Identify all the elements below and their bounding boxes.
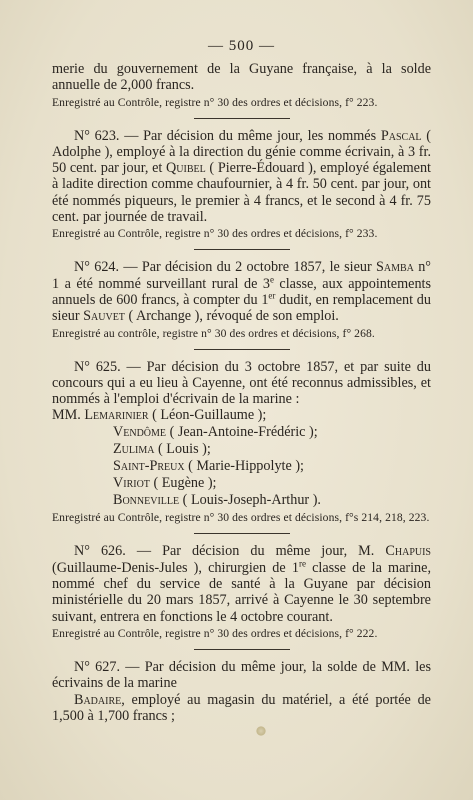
decision-626-registration: Enregistré au Contrôle, registre n° 30 des ordres et décisions, f° 222. <box>52 626 378 640</box>
appointee-surname: Vendôme <box>113 424 167 441</box>
section-divider <box>194 249 290 250</box>
appointee-given-names: ( Léon-Guillaume ); <box>148 407 267 424</box>
decision-624-text-3: classe, aux appointements annuels de 600 francs, à compter du 1 <box>52 275 431 308</box>
decision-627-text-2: , employé au magasin du matériel, a été portée de 1,500 à 1,700 francs ; <box>52 691 431 724</box>
superscript: e <box>269 273 274 284</box>
decision-625-registration: Enregistré au Contrôle, registre n° 30 des ordres et décisions, f°s 214, 218, 223. <box>52 511 430 525</box>
appointee-item <box>52 424 431 441</box>
decision-623-registration: Enregistré au Contrôle, registre n° 30 des ordres et décisions, f° 233. <box>52 227 378 241</box>
person-name-sauvet: Sauvet <box>83 308 125 325</box>
decision-624-text-5: ( Archange ), révoqué de son emploi. <box>124 308 339 325</box>
appointee-given-names: ( Marie-Hippolyte ); <box>184 458 304 475</box>
appointee-list <box>52 407 431 509</box>
person-name-samba: Samba <box>376 259 414 276</box>
superscript: re <box>298 558 306 569</box>
intro-paragraph: merie du gouvernement de la Guyane française, à la solde annuelle de 2,000 francs. <box>52 61 431 94</box>
section-divider <box>194 349 290 350</box>
intro-registration: Enregistré au Contrôle, registre n° 30 des ordres et décisions, f° 223. <box>52 95 378 109</box>
decision-626-text-2: (Guillaume-Denis-Jules ), chirurgien de 1 <box>52 559 299 576</box>
appointee-given-names: ( Louis-Joseph-Arthur ). <box>179 492 321 509</box>
decision-624-registration: Enregistré au contrôle, registre n° 30 des ordres et décisions, f° 268. <box>52 326 375 340</box>
appointee-surname: Zulima <box>113 441 155 458</box>
appointee-given-names: ( Jean-Antoine-Frédéric ); <box>166 424 318 441</box>
decision-624 <box>52 259 431 324</box>
appointee-surname: Bonneville <box>113 492 180 509</box>
section-divider <box>194 533 290 534</box>
appointee-surname: Saint-Preux <box>113 458 185 475</box>
appointee-item <box>52 407 431 424</box>
decision-624-text-2: n° 1 a été nommé surveillant rural de 3 <box>52 259 431 292</box>
appointee-item <box>52 492 431 509</box>
superscript: er <box>268 290 276 301</box>
decision-623 <box>52 128 431 226</box>
section-divider <box>194 649 290 650</box>
appointee-given-names: ( Louis ); <box>154 441 211 458</box>
decision-626 <box>52 543 431 624</box>
honorific: MM. <box>52 407 85 424</box>
appointee-item <box>52 475 431 492</box>
decision-624-text-1: N° 624. — Par décision du 2 octobre 1857, le sieur <box>74 259 376 276</box>
decision-623-text-2: ( Adolphe ), employé à la direction du génie comme écrivain, à 3 fr. 50 cent. par jour, et <box>52 127 431 177</box>
person-name-quibel: Quibel <box>166 160 206 177</box>
appointee-given-names: ( Eugène ); <box>149 475 217 492</box>
appointee-surname: Lemarinier <box>84 407 149 424</box>
decision-623-text-1: N° 623. — Par décision du même jour, les nommés <box>74 127 381 144</box>
person-name-badaire: Badaire <box>74 691 122 708</box>
person-name-chapuis: Chapuis <box>385 543 431 560</box>
decision-623-text-3: ( Pierre-Édouard ), employé également à ladite direction comme chaufournier, à 4 fr. 50 cent. par jour, ont été nommés piqueurs, le premier à 4 francs, et le second à 4 fr. 75 cent. par journée de travail. <box>52 160 431 226</box>
appointee-item <box>52 458 431 475</box>
paper-stain <box>256 726 266 736</box>
decision-626-text-3: classe de la marine, nommé chef du service de santé à la Guyane par décision ministérielle du 20 mars 1857, arrivé à Cayenne le 30 septembre suivant, entrera en fonctions le 4 octobre courant. <box>52 559 431 625</box>
person-name-pascal: Pascal <box>380 127 422 144</box>
decision-625: N° 625. — Par décision du 3 octobre 1857, et par suite du concours qui a eu lieu à Cayenne, ont été reconnus admissibles, et nommés à l'emploi d'écrivain de la marine : <box>52 358 431 408</box>
appointee-item <box>52 441 431 458</box>
appointee-surname: Viriot <box>113 475 150 492</box>
section-divider <box>194 118 290 119</box>
decision-626-text-1: N° 626. — Par décision du même jour, M. <box>74 543 386 560</box>
decision-627: N° 627. — Par décision du même jour, la solde de MM. les écrivains de la marine <box>52 658 431 692</box>
decision-624-text-4: dudit, en remplacement du sieur <box>52 291 431 325</box>
decision-627-continued <box>52 692 431 725</box>
page-number: — 500 — <box>208 38 275 54</box>
